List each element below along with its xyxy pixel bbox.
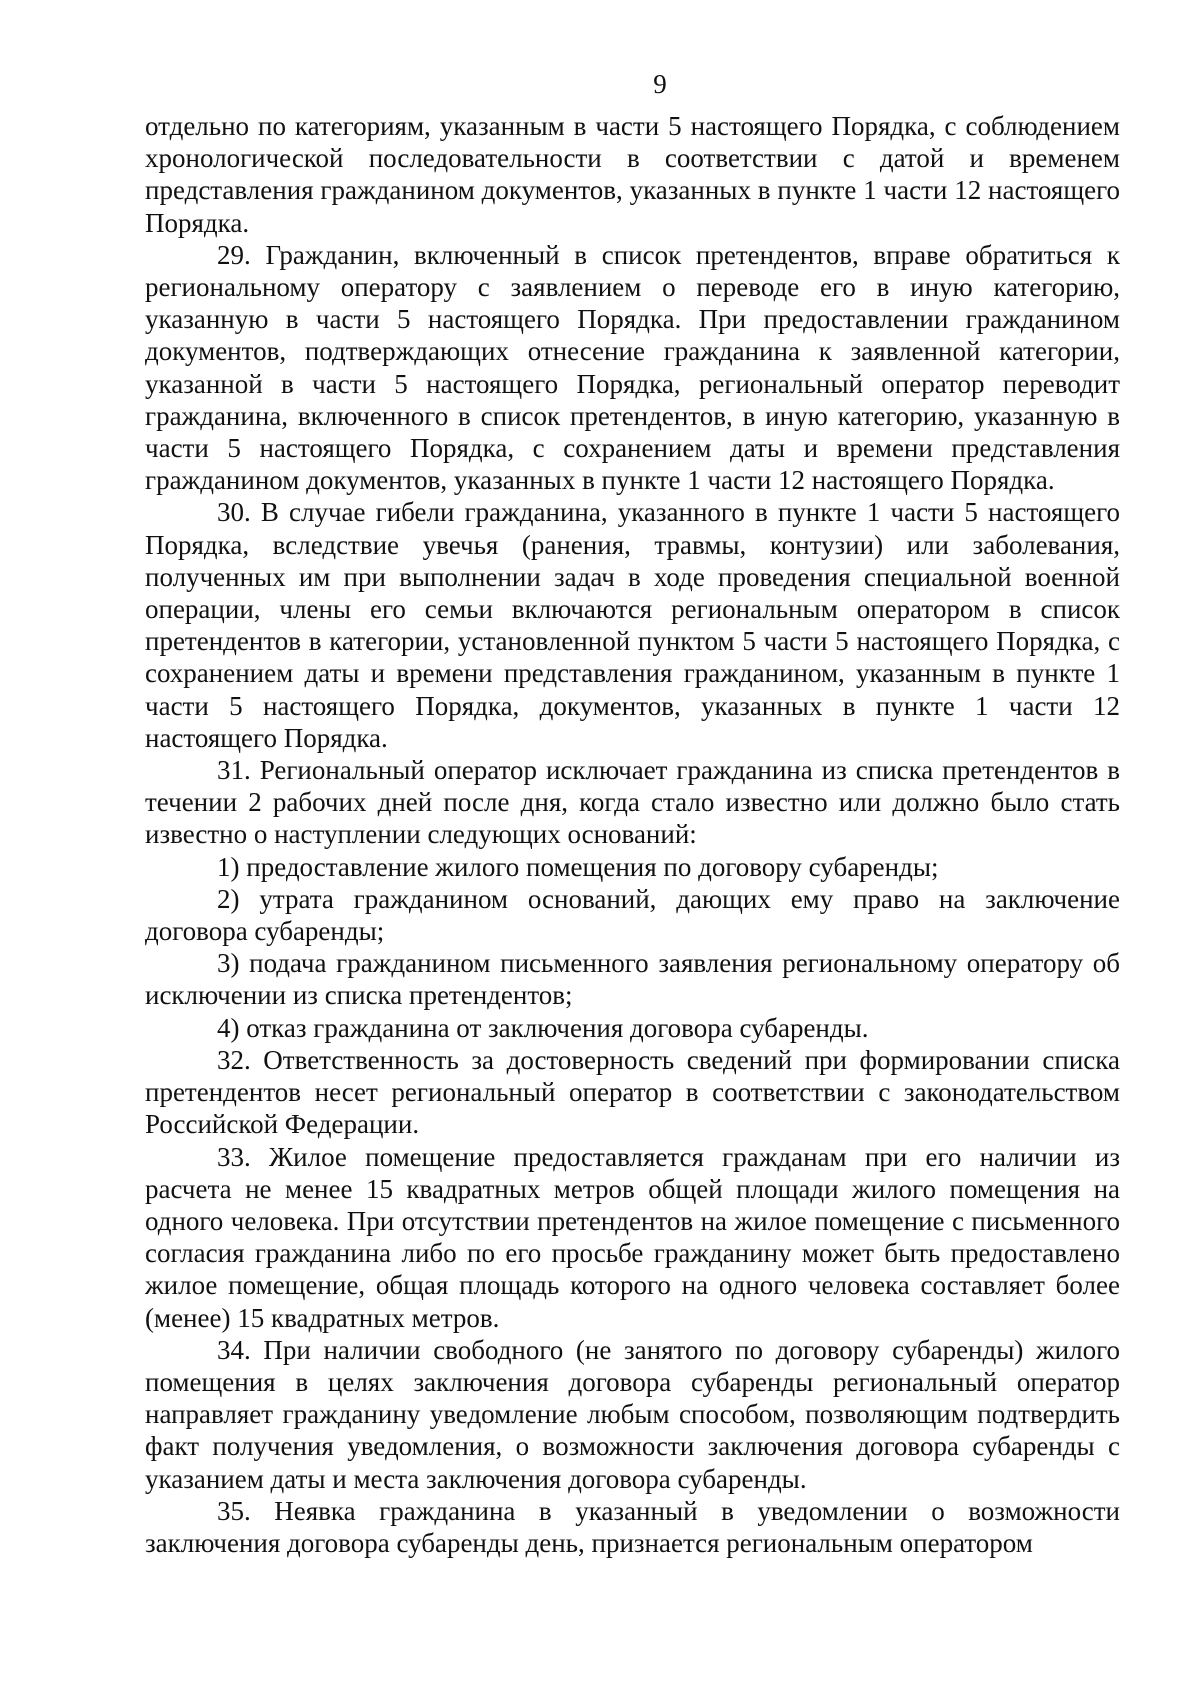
paragraph-31-item-1: 1) предоставление жилого помещения по договору субаренды; [217,851,939,882]
document-body [145,110,1120,1559]
paragraph-31-item-2: 2) утрата гражданином оснований, дающих ему право на заключение договора субаренды; [145,883,1120,947]
page-number: 9 [653,69,667,99]
paragraph-31: 31. Региональный оператор исключает гражданина из списка претендентов в течении 2 рабочих дней после дня, когда стало известно или должно было стать известно о наступлении следующих оснований: [145,755,1120,850]
paragraph-29: 29. Гражданин, включенный в список претендентов, вправе обратиться к региональному оператору с заявлением о переводе его в иную категорию, указанную в части 5 настоящего Порядка. При предоставлении гражданином документов, подтверждающих отнесение гражданина к заявленной категории, указанной в части 5 настоящего Порядка, региональный оператор переводит гражданина, включенного в список претендентов, в иную категорию, указанную в части 5 настоящего Порядка, с сохранением даты и времени представления гражданином документов, указанных в пункте 1 части 12 настоящего Порядка. [145,239,1120,496]
paragraph-35: 35. Неявка гражданина в указанный в уведомлении о возможности заключения договора субаренды день, признается региональным оператором [145,1495,1120,1558]
paragraph-33: 33. Жилое помещение предоставляется гражданам при его наличии из расчета не менее 15 квадратных метров общей площади жилого помещения на одного человека. При отсутствии претендентов на жилое помещение с письменного согласия гражданина либо по его просьбе гражданину может быть предоставлено жилое помещение, общая площадь которого на одного человека составляет более (менее) 15 квадратных метров. [145,1141,1120,1333]
paragraph-continuation: отдельно по категориям, указанным в части 5 настоящего Порядка, с соблюдением хронологической последовательности в соответствии с датой и временем представления гражданином документов, указанных в пункте 1 части 12 настоящего Порядка. [145,111,1120,238]
paragraph-32: 32. Ответственность за достоверность сведений при формировании списка претендентов несет региональный оператор в соответствии с законодательством Российской Федерации. [145,1044,1120,1140]
paragraph-31-item-4: 4) отказ гражданина от заключения договора субаренды. [217,1012,869,1043]
paragraph-30: 30. В случае гибели гражданина, указанного в пункте 1 части 5 настоящего Порядка, вследствие увечья (ранения, травмы, контузии) или заболевания, полученных им при выполнении задач в ходе проведения специальной военной операции, члены его семьи включаются региональным оператором в список претендентов в категории, установленной пунктом 5 части 5 настоящего Порядка, с сохранением даты и времени представления гражданином, указанным в пункте 1 части 5 настоящего Порядка, документов, указанных в пункте 1 части 12 настоящего Порядка. [145,497,1120,753]
paragraph-31-item-3: 3) подача гражданином письменного заявления региональному оператору об исключении из списка претендентов; [145,948,1120,1011]
paragraph-34: 34. При наличии свободного (не занятого по договору субаренды) жилого помещения в целях заключения договора субаренды региональный оператор направляет гражданину уведомление любым способом, позволяющим подтвердить факт получения уведомления, о возможности заключения договора субаренды с указанием даты и места заключения договора субаренды. [145,1334,1120,1494]
